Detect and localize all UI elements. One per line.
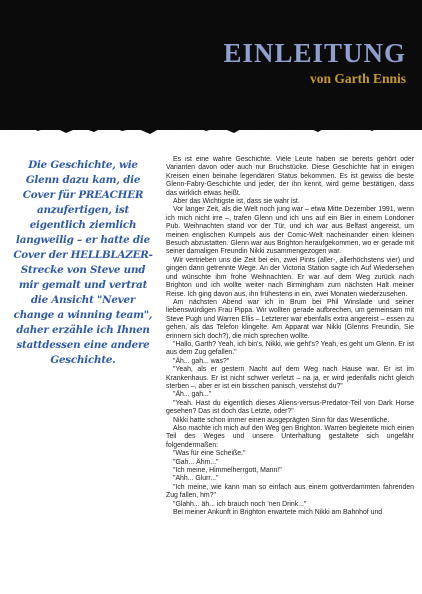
paragraph: Bei meiner Ankunft in Brighton erwartete mich Nikki am Bahnhof und: [173, 509, 383, 517]
paragraph: "Ich meine, wie kann man so einfach aus einem gottverdammten fahrenden Zug fallen, hm?": [166, 483, 414, 500]
page-subtitle: von Garth Ennis: [309, 71, 406, 86]
body-text-column: [166, 156, 414, 592]
paragraph: Aber das Wichtigste ist, dass sie wahr ist.: [173, 198, 300, 206]
torn-paper-edge: [0, 112, 422, 142]
paragraph: Nikki hatte schon immer einen ausgeprägten Sinn für das Wesentliche.: [173, 416, 390, 424]
paragraph: Am nächsten Abend war ich in Brum bei Phil Winslade und seiner liebenswürdigen Frau Pippa. Wir wollten gerade aufbrechen, um gemeinsam mit Steve Pugh und Warren Ellis – Letzterer war ebenfalls extra angereist – essen zu gehen, als das Telefon klingelte. Am Apparat war Nikki (Glenns Freundin, Sie erinnern sich doch?), die mich sprechen wollte.: [166, 298, 414, 340]
paragraph: Vor langer Zeit, als die Welt noch jung war – etwa Mitte Dezember 1991, wenn ich mich nicht irre –, trafen Glenn und ich uns auf ein Bier in einem Londoner Pub. Weihnachten stand vor der Tür, und ich war aus Belfast angereist, um meinen englischen Kumpels aus der Comic-Welt nacheinander einen kleinen Besuch abzustatten. Glenn war aus Brighton heraufgekommen, wo er gerade mit seiner damaligen Freundin Nikki zusammengezogen war.: [166, 206, 414, 256]
paragraph: "Was für eine Scheiße.": [173, 450, 246, 458]
paragraph: "Ahh... Glurr...": [173, 475, 219, 483]
pull-quote-text: Die Geschichte, wie Glenn dazu kam, die Cover für PREACHER anzufertigen, ist eigentlich ziemlich langweilig – er hatte die Cover der HELLBLAZER-Strecke von Steve und mir gemalt und vertrat die Ansicht "Never change a winning team", daher erzähle ich Ihnen stattdessen eine andere Geschichte.: [13, 159, 153, 366]
paragraph: "Gah... Ähm...": [173, 458, 219, 466]
paragraph: Wir vertrieben uns die Zeit bei ein, zwei Pints (aller-, allerhöchstens vier) und gingen dann getrennte Wege. An der Victoria Station sagte ich Auf Wiedersehen und wünschte ihm frohe Weihnachten. Er war auf dem Weg zurück nach Brighton und ich wollte weiter nach Birmingham zum nächsten Halt meiner Reise. Ich ging davon aus, ihn frühestens in ein, zwei Monaten wiederzusehen.: [166, 256, 414, 298]
paragraph: "Yeah. Hast du eigentlich dieses Aliens-versus-Predator-Teil von Dark Horse gesehen? Das ist doch das Letzte, oder?": [166, 399, 414, 416]
paragraph: "Äh... gah...": [173, 391, 212, 399]
paragraph: Es ist eine wahre Geschichte. Viele Leute haben sie bereits gehört oder Varianten davon oder auch nur Bruchstücke. Diese Geschichte hat in einigen Kreisen einen beinahe legendären Status bekommen. Es ist gewiss die beste Glenn-Fabry-Geschichte und jeder, der ihn kennt, wird gerne bestätigen, dass das wirklich etwas heißt.: [166, 156, 414, 197]
paragraph: "Yeah, als er gestern Nacht auf dem Weg nach Hause war. Er ist im Krankenhaus. Er ist nicht schwer verletzt – na ja, er wird jedenfalls nicht gleich sterben –, aber er ist ein bisschen panisch, verstehst du?": [166, 366, 414, 390]
paragraph: "Glahh... äh... ich brauch noch 'nen Drink...": [173, 500, 307, 508]
paragraph: "Hallo, Garth? Yeah, ich bin's, Nikki, wie geht's? Yeah, es geht um Glenn. Er ist aus dem Zug gefallen.": [166, 340, 414, 357]
paragraph: "Äh... gah... was?": [173, 357, 230, 365]
paragraph: Also machte ich mich auf den Weg gen Brighton. Warren begleitete mich einen Teil des Weges und unsere Unterhaltung gestaltete sich ungefähr folgendermaßen:: [166, 425, 414, 449]
pull-quote: [10, 158, 156, 368]
paragraph: "Ich meine, Himmelherrgott, Mann!": [173, 467, 282, 475]
page-title: EINLEITUNG: [223, 38, 406, 68]
